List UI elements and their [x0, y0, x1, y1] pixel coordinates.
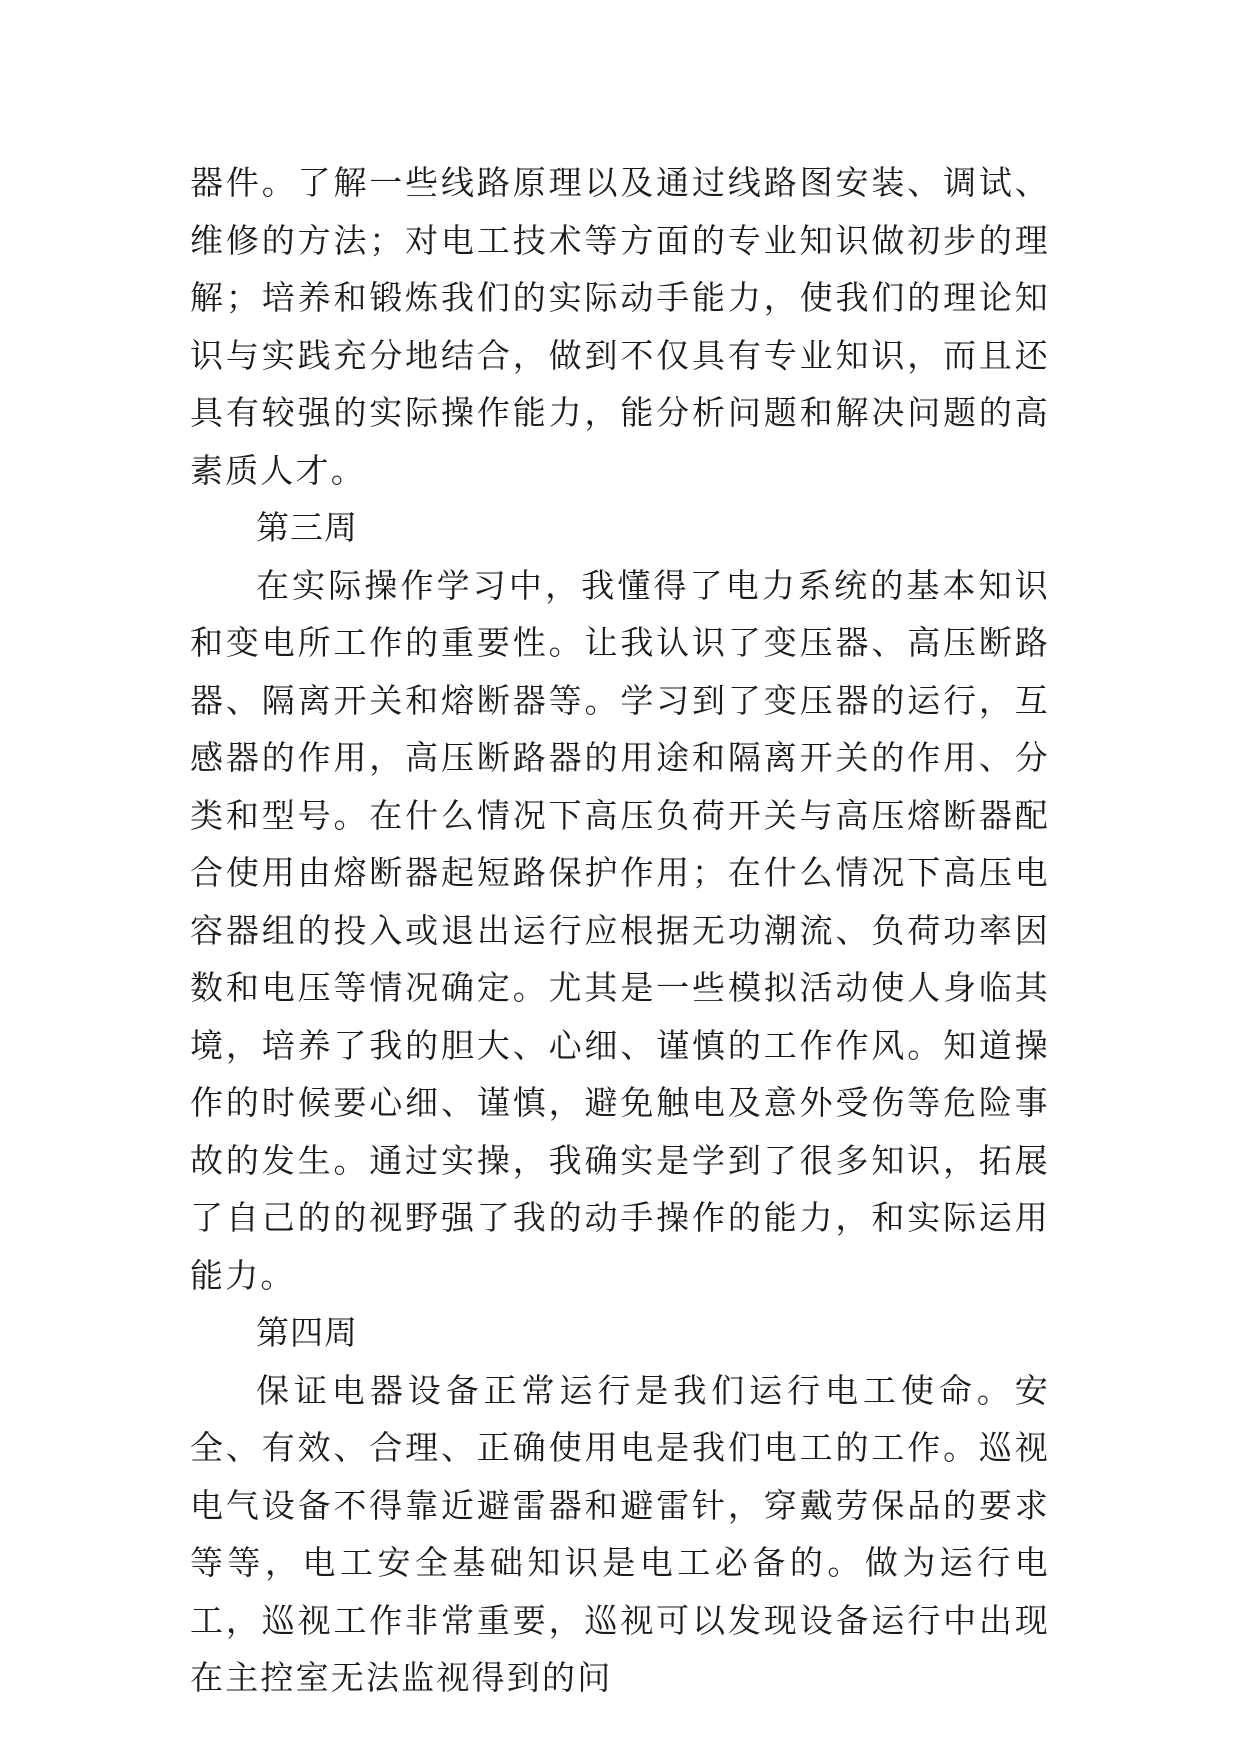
paragraph-continued: 器件。了解一些线路原理以及通过线路图安装、调试、维修的方法；对电工技术等方面的专业知识做初步的理解；培养和锻炼我们的实际动手能力，使我们的理论知识与实践充分地结合，做到不仅具有专业知识，而且还具有较强的实际操作能力，能分析问题和解决问题的高素质人才。 — [190, 163, 1050, 490]
paragraph-week-3: 在实际操作学习中，我懂得了电力系统的基本知识和变电所工作的重要性。让我认识了变压器、高压断路器、隔离开关和熔断器等。学习到了变压器的运行，互感器的作用，高压断路器的用途和隔离开关的作用、分类和型号。在什么情况下高压负荷开关与高压熔断器配合使用由熔断器起短路保护作用；在什么情况下高压电容器组的投入或退出运行应根据无功潮流、负荷功率因数和电压等情况确定。尤其是一些模拟活动使人身临其境，培养了我的胆大、心细、谨慎的工作作风。知道操作的时候要心细、谨慎，避免触电及意外受伤等危险事故的发生。通过实操，我确实是学到了很多知识，拓展了自己的的视野强了我的动手操作的能力，和实际运用能力。 — [190, 565, 1050, 1295]
document-body — [190, 154, 1050, 1707]
section-heading-week-3: 第三周 — [256, 508, 358, 547]
section-heading-week-4: 第四周 — [256, 1313, 358, 1352]
paragraph-week-4: 保证电器设备正常运行是我们运行电工使命。安全、有效、合理、正确使用电是我们电工的工作。巡视电气设备不得靠近避雷器和避雷针，穿戴劳保品的要求等等，电工安全基础知识是电工必备的。做为运行电工，巡视工作非常重要，巡视可以发现设备运行中出现在主控室无法监视得到的问 — [190, 1370, 1050, 1697]
